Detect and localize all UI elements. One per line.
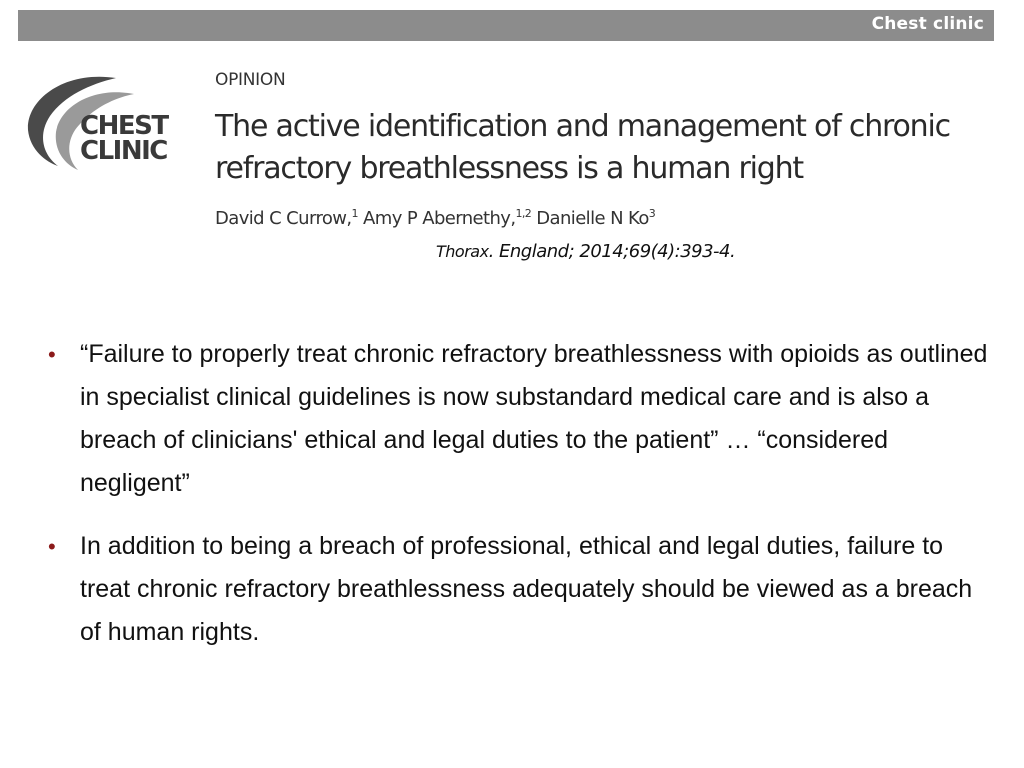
chest-clinic-logo — [24, 70, 194, 180]
author-name: David C Currow, — [215, 208, 352, 229]
citation-details: . England; 2014;69(4):393-4. — [488, 241, 736, 262]
author-list — [215, 207, 655, 229]
article-title: The active identification and management of chronic refractory breathlessness is a human right — [215, 109, 950, 186]
logo-line-2: CLINIC — [80, 136, 167, 166]
section-label: OPINION — [215, 70, 286, 90]
author-affiliation: 1,2 — [515, 207, 532, 220]
bullet-text: “Failure to properly treat chronic refractory breathlessness with opioids as outlined in specialist clinical guidelines is now substandard medical care and is also a breach of clinicians' ethical and legal duties to the patient” … “considered negligent” — [80, 340, 988, 497]
logo-line-1: CHEST — [80, 111, 168, 141]
author-name: Danielle N Ko — [536, 208, 649, 229]
author-name: Amy P Abernethy, — [363, 208, 516, 229]
citation-journal: Thorax — [436, 242, 489, 261]
bullet-item — [44, 333, 989, 505]
bullet-dot-icon: • — [48, 534, 56, 559]
citation — [436, 241, 735, 262]
bullet-list — [44, 333, 989, 674]
author-affiliation: 1 — [351, 207, 358, 220]
bullet-item — [44, 525, 989, 654]
logo-text — [80, 111, 168, 166]
header-bar — [18, 10, 994, 41]
author-affiliation: 3 — [648, 207, 656, 220]
bullet-text: In addition to being a breach of professional, ethical and legal duties, failure to treat chronic refractory breathlessness adequately should be viewed as a breach of human rights. — [80, 532, 973, 646]
header-label: Chest clinic — [871, 14, 984, 34]
bullet-dot-icon: • — [48, 342, 56, 367]
